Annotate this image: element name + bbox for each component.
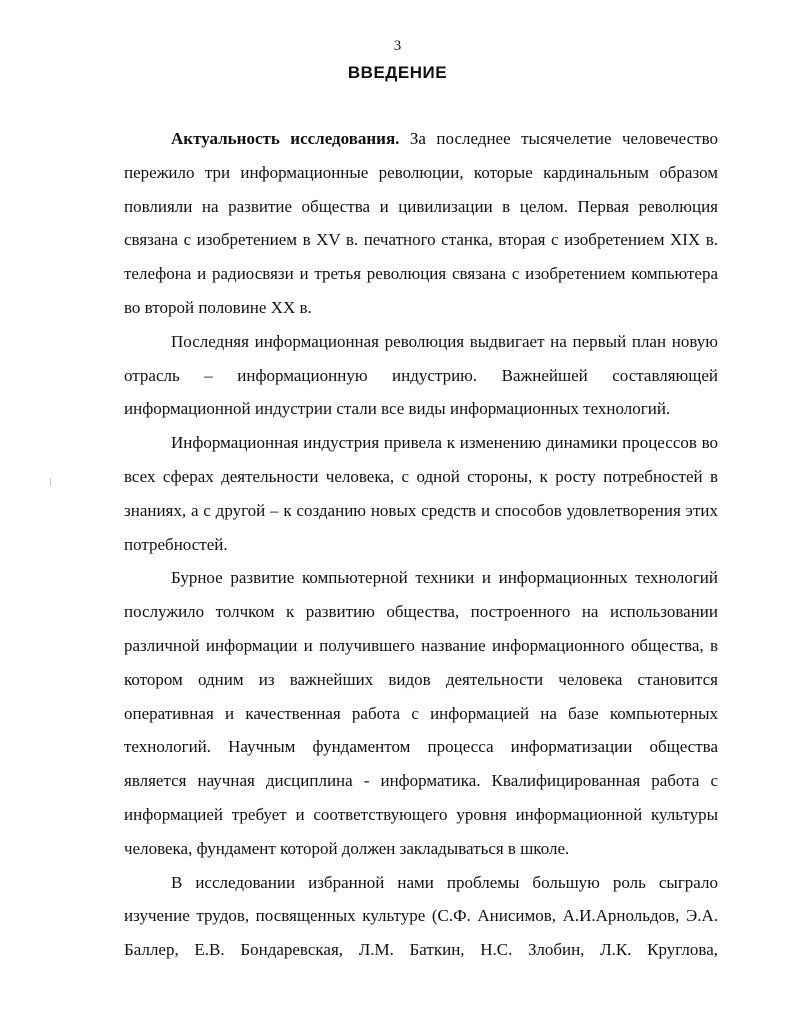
paragraph-lead: Актуальность исследования. (171, 129, 400, 148)
paragraph: Информационная индустрия привела к изменению динамики процессов во всех сферах деятельности человека, с одной стороны, к росту потребностей в знаниях, а с другой – к созданию новых средств и способов удовлетворения этих потребностей. (124, 433, 718, 554)
paragraph-relevance (124, 122, 718, 325)
page-number: 3 (393, 38, 402, 54)
paragraph-text: За последнее тысячелетие человечество пережило три информационные революции, которые кардинальным образом повлияли на развитие общества и цивилизации в целом. Первая революция связана с изобретением в XV в. печатного станка, вторая с изобретением XIX в. телефона и радиосвязи и третья революция связана с изобретением компьютера во второй половине XX в. (124, 129, 718, 317)
page-title: ВВЕДЕНИЕ (347, 63, 448, 82)
text-body (124, 122, 718, 967)
margin-mark (50, 478, 51, 486)
paragraph: Бурное развитие компьютерной техники и информационных технологий послужило толчком к развитию общества, построенного на использовании различной информации и получившего название информационного общества, в котором одним из важнейших видов деятельности человека становится оперативная и качественная работа с информацией на базе компьютерных технологий. Научным фундаментом процесса информатизации общества является научная дисциплина - информатика. Квалифицированная работа с информацией требует и соответствующего уровня информационной культуры человека, фундамент которой должен закладываться в школе. (124, 568, 718, 858)
paragraph: В исследовании избранной нами проблемы большую роль сыграло изучение трудов, посвященных культуре (С.Ф. Анисимов, А.И.Арнольдов, Э.А. Баллер, Е.В. Бондаревская, Л.М. Баткин, Н.С. Злобин, Л.К. Круглова, (124, 872, 718, 960)
paragraph: Последняя информационная революция выдвигает на первый план новую отрасль – информационную индустрию. Важнейшей составляющей информационной индустрии стали все виды информационных технологий. (124, 331, 718, 419)
